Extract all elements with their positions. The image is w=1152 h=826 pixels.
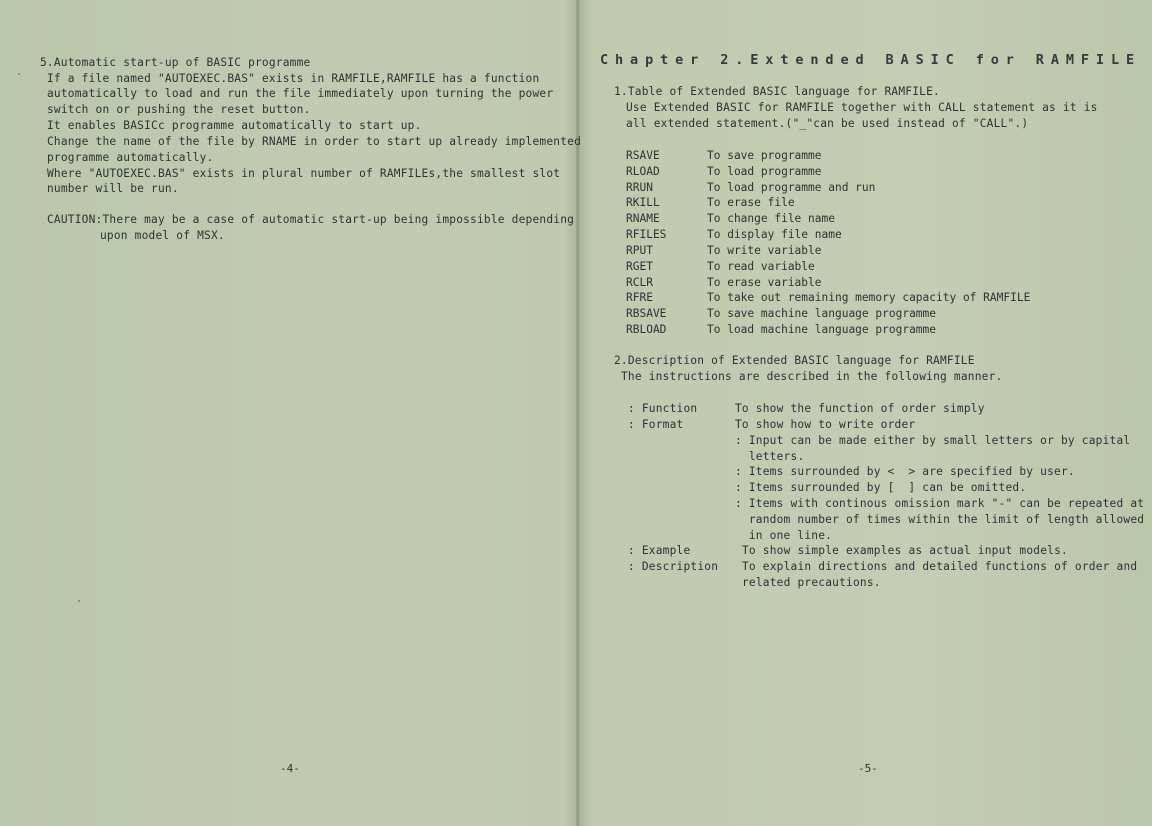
section-1-line: Use Extended BASIC for RAMFILE together with CALL statement as it is: [626, 101, 1098, 114]
command-desc: To load programme and run: [707, 181, 876, 194]
description-label: : Description: [628, 560, 719, 573]
command-name: RLOAD: [626, 165, 660, 178]
caution-line: upon model of MSX.: [100, 229, 225, 242]
right-page: [580, 0, 1152, 826]
body-line: switch on or pushing the reset button.: [47, 103, 311, 116]
example-label: : Example: [628, 544, 691, 557]
page-number-left: -4-: [280, 762, 300, 775]
caution-line: CAUTION:There may be a case of automatic start-up being impossible depending: [47, 213, 575, 226]
format-note: : Items with continous omission mark "-" can be repeated at: [735, 497, 1145, 510]
function-desc: To show the function of order simply: [735, 402, 985, 415]
format-note: : Items surrounded by < > are specified by user.: [735, 465, 1075, 478]
example-desc: To show simple examples as actual input models.: [742, 544, 1068, 557]
paper-speck: [18, 73, 20, 75]
command-desc: To write variable: [707, 244, 822, 257]
section-1-line: all extended statement.("_"can be used instead of "CALL".): [626, 117, 1029, 130]
command-name: RRUN: [626, 181, 653, 194]
chapter-title: Chapter 2.Extended BASIC for RAMFILE: [600, 52, 1141, 68]
command-desc: To read variable: [707, 260, 815, 273]
description-desc: related precautions.: [742, 576, 881, 589]
format-label: : Format: [628, 418, 684, 431]
command-name: RSAVE: [626, 149, 660, 162]
section-5-heading: 5.Automatic start-up of BASIC programme: [40, 56, 311, 69]
page-number-right: -5-: [858, 762, 878, 775]
format-desc: To show how to write order: [735, 418, 916, 431]
body-line: Change the name of the file by RNAME in order to start up already implemented: [47, 135, 582, 148]
format-note: letters.: [735, 450, 805, 463]
body-line: Where "AUTOEXEC.BAS" exists in plural number of RAMFILEs,the smallest slot: [47, 167, 561, 180]
paper-speck: [78, 600, 80, 602]
command-desc: To erase variable: [707, 276, 822, 289]
command-desc: To erase file: [707, 196, 795, 209]
command-name: RKILL: [626, 196, 660, 209]
command-desc: To load machine language programme: [707, 323, 937, 336]
function-label: : Function: [628, 402, 698, 415]
section-2-title: 2.Description of Extended BASIC language for RAMFILE: [614, 354, 975, 367]
body-line: If a file named "AUTOEXEC.BAS" exists in RAMFILE,RAMFILE has a function: [47, 72, 540, 85]
command-desc: To save machine language programme: [707, 307, 937, 320]
command-name: RNAME: [626, 212, 660, 225]
command-desc: To load programme: [707, 165, 822, 178]
format-note: : Input can be made either by small letters or by capital: [735, 434, 1131, 447]
command-desc: To display file name: [707, 228, 842, 241]
body-line: programme automatically.: [47, 151, 214, 164]
command-name: RFRE: [626, 291, 653, 304]
format-note: random number of times within the limit of length allowed: [735, 513, 1145, 526]
command-desc: To take out remaining memory capacity of RAMFILE: [707, 291, 1031, 304]
command-name: RBLOAD: [626, 323, 667, 336]
command-name: RBSAVE: [626, 307, 667, 320]
body-line: It enables BASICc programme automatically to start up.: [47, 119, 422, 132]
description-desc: To explain directions and detailed functions of order and: [742, 560, 1138, 573]
format-note: : Items surrounded by [ ] can be omitted.: [735, 481, 1027, 494]
section-1-title: 1.Table of Extended BASIC language for RAMFILE.: [614, 85, 940, 98]
body-line: number will be run.: [47, 182, 179, 195]
body-line: automatically to load and run the file immediately upon turning the power: [47, 87, 554, 100]
command-desc: To save programme: [707, 149, 822, 162]
format-note: in one line.: [735, 529, 833, 542]
command-name: RGET: [626, 260, 653, 273]
command-name: RFILES: [626, 228, 667, 241]
section-2-intro: The instructions are described in the following manner.: [621, 370, 1003, 383]
command-desc: To change file name: [707, 212, 835, 225]
command-name: RPUT: [626, 244, 653, 257]
command-name: RCLR: [626, 276, 653, 289]
